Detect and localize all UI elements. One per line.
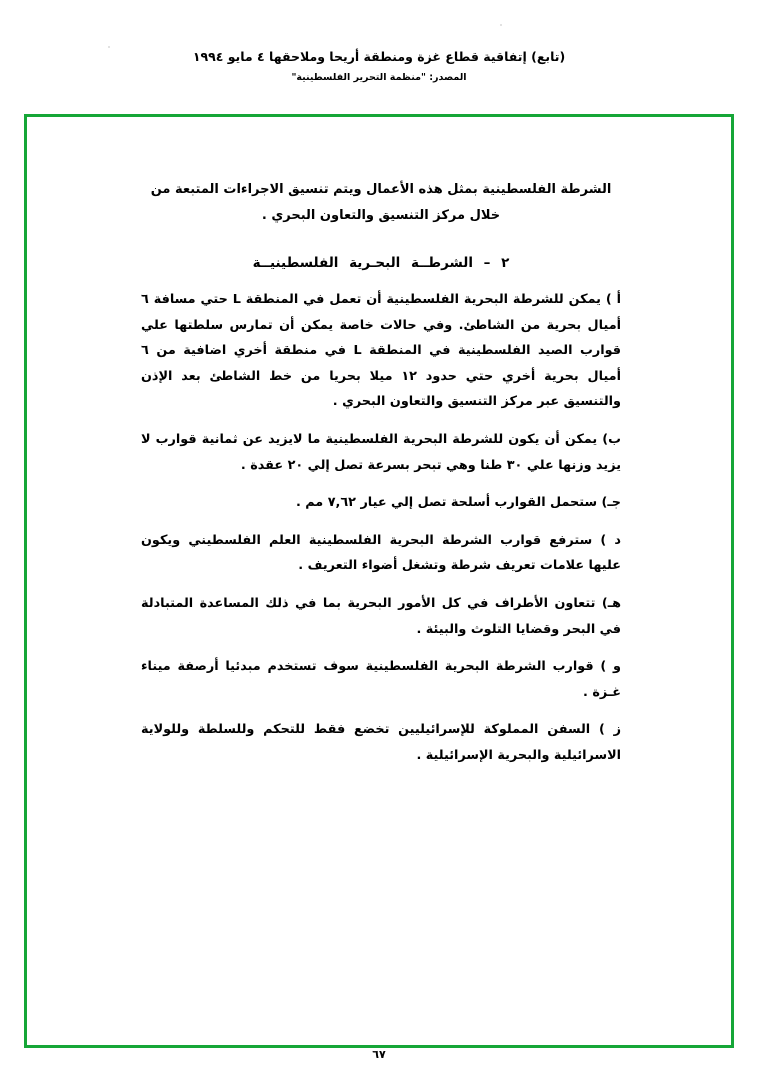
section-dash: – (483, 255, 491, 271)
list-item (141, 654, 621, 705)
item-marker: أ ) (605, 292, 621, 307)
list-item (141, 287, 621, 415)
header-title: (تابع) إتفاقية قطاع غزة ومنطقة أريحا وملاحقها ٤ مايو ١٩٩٤ (192, 49, 566, 64)
list-item (141, 427, 621, 478)
item-marker: جـ) (601, 495, 621, 511)
item-marker: و ) (600, 659, 621, 675)
green-border-frame (24, 114, 734, 1048)
page-footer (0, 1048, 758, 1061)
item-marker: د ) (600, 532, 621, 548)
item-marker: هـ) (601, 595, 621, 611)
list-item (141, 717, 621, 768)
page-number: ٦٧ (372, 1048, 386, 1061)
list-item (141, 490, 621, 516)
item-text: تتعاون الأطراف في كل الأمور البحرية بما في ذلك المساعدة المتبادلة في البحر وقضايا التلوث والبيئة . (141, 595, 621, 637)
section-title: الشرطــة البحـرية الفلسطينيــة (252, 255, 473, 271)
header-source: المصدر: "منظمة التحرير الفلسطينية" (291, 71, 467, 83)
item-text: يمكن للشرطة البحرية الفلسطينية أن تعمل في المنطقة L حتي مسافة ٦ أميال بحرية من الشاطئ. وفي حالات خاصة يمكن أن تمارس سلطتها علي قوارب الصيد الفلسطينية في المنطقة L في منطقة أخري اضافية من ٦ أميال بحرية أخري حتي حدود ١٢ ميلا بحريا من خط الشاطئ بعد الإذن والتنسيق عبر مركز التنسيق والتعاون البحري . (141, 292, 621, 410)
section-number: ٢ (501, 255, 510, 271)
list-item (141, 591, 621, 642)
scan-speck (500, 24, 502, 26)
section-heading (141, 255, 621, 271)
item-text: السفن المملوكة للإسرائيليين تخضع فقط للتحكم وللسلطة وللولاية الاسرائيلية والبحرية الإسرائيلية . (141, 722, 621, 763)
document-body (141, 177, 621, 781)
item-text: يمكن أن يكون للشرطة البحرية الفلسطينية ما لايزيد عن ثمانية قوارب لا يزيد وزنها علي ٣٠ طنا وهي تبحر بسرعة تصل إلي ٢٠ عقدة . (141, 431, 621, 473)
intro-paragraph: الشرطة الفلسطينية بمثل هذه الأعمال ويتم تنسيق الاجراءات المتبعة من خلال مركز التنسيق والتعاون البحري . (150, 182, 612, 223)
item-text: ستحمل القوارب أسلحة تصل إلي عيار ٧,٦٢ مم . (295, 495, 598, 511)
item-marker: ب) (602, 431, 621, 447)
item-text: قوارب الشرطة البحرية الفلسطينية سوف تستخدم مبدئيا أرصفة ميناء غـزة . (141, 659, 621, 700)
page-header (0, 48, 758, 83)
item-marker: ز ) (598, 722, 621, 738)
list-item (141, 528, 621, 579)
item-text: سترفع قوارب الشرطة البحرية الفلسطينية العلم الفلسطيني ويكون عليها علامات تعريف شرطة وتشغل أضواء التعريف . (141, 532, 621, 574)
